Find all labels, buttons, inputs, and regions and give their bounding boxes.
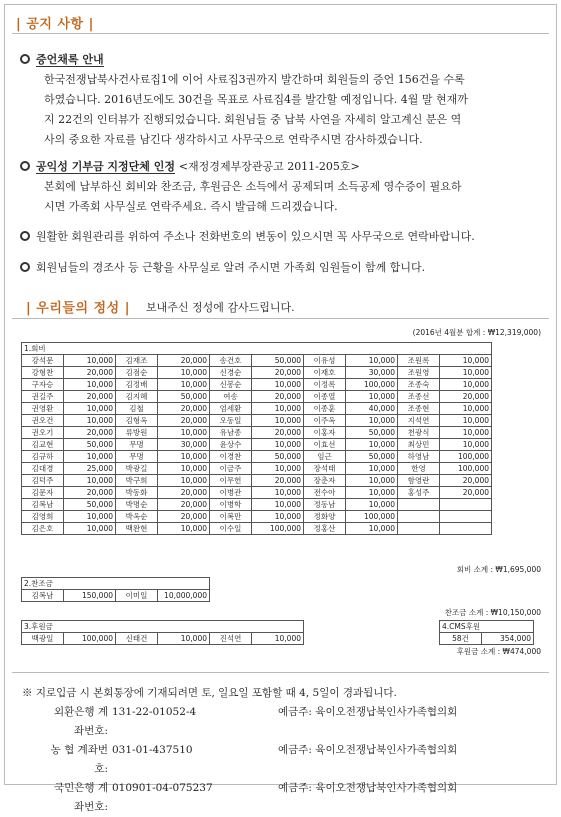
notice-line: 사의 중요한 자료를 남긴다 생각하시고 사무국으로 연락주시면 감사하겠습니다. xyxy=(44,133,423,146)
donor-name: 임근 xyxy=(304,451,346,463)
donor-name: 여송 xyxy=(210,391,252,403)
donation-amount: 10,000 xyxy=(440,439,492,451)
donor-name: 김덕주 xyxy=(22,475,64,487)
donor-name: 김영희 xyxy=(22,511,64,523)
table-row xyxy=(22,511,492,523)
notice-title: 증언채록 안내 xyxy=(36,53,104,66)
table-row xyxy=(22,590,210,602)
donor-name xyxy=(398,523,440,535)
notice-text: 원활한 회원관리를 위하여 주소나 전화번호의 변동이 있으시면 꼭 사무국으로 연락바랍니다. xyxy=(36,230,475,243)
donor-name: 이홍자 xyxy=(304,427,346,439)
divider xyxy=(12,318,549,319)
account-row xyxy=(22,703,457,741)
membership-subtotal: 회비 소계 : ₩1,695,000 xyxy=(456,565,541,574)
donor-name: 박옥순 xyxy=(116,511,158,523)
donor-name: 유남종 xyxy=(210,427,252,439)
circle-bullet-icon xyxy=(20,161,30,171)
donation-amount: 10,000 xyxy=(440,403,492,415)
bank-name: 국민은행 계좌번호: xyxy=(53,782,108,813)
divider xyxy=(12,672,549,673)
donor-name: 홍성주 xyxy=(398,487,440,499)
donor-name: 이금주 xyxy=(210,463,252,475)
notice-contact-change xyxy=(20,227,550,247)
donation-amount: 10,000 xyxy=(252,511,304,523)
donor-name: 정동남 xyxy=(304,499,346,511)
table-row xyxy=(22,523,492,535)
donor-name: 조종현 xyxy=(398,403,440,415)
donation-amount: 100,000 xyxy=(440,451,492,463)
donations-note: 보내주신 정성에 감사드립니다. xyxy=(146,301,295,314)
donor-name: 한영 xyxy=(398,463,440,475)
donation-amount: 40,000 xyxy=(346,403,398,415)
donor-name: 이종열 xyxy=(304,391,346,403)
donor-name: 무명 xyxy=(116,439,158,451)
table-label: 2.찬조금 xyxy=(22,578,210,590)
donation-amount: 10,000 xyxy=(346,355,398,367)
table-label: 1.회비 xyxy=(22,343,492,355)
donor-name: 엄세환 xyxy=(210,403,252,415)
notice-line: 본회에 납부하신 회비와 찬조금, 후원금은 소득에서 공제되며 소득공제 영수증이 필요하 xyxy=(44,180,462,193)
account-holder: 예금주: 육이오전쟁납북인사가족협의회 xyxy=(278,706,458,718)
donation-amount: 10,000 xyxy=(346,391,398,403)
donation-amount: 10,000 xyxy=(158,367,210,379)
membership-fee-table xyxy=(21,342,492,535)
donor-name: 최상민 xyxy=(398,439,440,451)
donation-amount: 10,000 xyxy=(252,379,304,391)
donation-amount: 20,000 xyxy=(252,475,304,487)
donor-name: 이미일 xyxy=(116,590,158,602)
donor-name: 김정배 xyxy=(116,379,158,391)
notice-line: 한국전쟁납북사건사료집1에 이어 사료집3권까지 발간하며 회원들의 증언 156건을 수록 xyxy=(44,73,465,86)
donation-amount: 20,000 xyxy=(252,367,304,379)
donation-amount: 100,000 xyxy=(252,523,304,535)
donation-amount: 50,000 xyxy=(346,451,398,463)
table-row xyxy=(22,633,304,645)
notices-heading: | 공지 사항 | xyxy=(16,17,94,32)
donation-amount: 10,000 xyxy=(252,499,304,511)
donation-amount: 20,000 xyxy=(64,427,116,439)
donor-name: 58건 xyxy=(440,633,482,645)
circle-bullet-icon xyxy=(20,54,30,64)
donation-amount: 10,000 xyxy=(252,439,304,451)
donor-name: 김교현 xyxy=(22,439,64,451)
donation-amount xyxy=(440,523,492,535)
donor-name: 김형옥 xyxy=(116,415,158,427)
donation-amount: 20,000 xyxy=(158,499,210,511)
donation-amount: 10,000 xyxy=(346,499,398,511)
donation-amount: 100,000 xyxy=(346,511,398,523)
donation-amount: 100,000 xyxy=(64,633,116,645)
notice-line: 하였습니다. 2016년도에도 30건을 목표로 사료집4를 발간할 예정입니다. 4월 말 현재까 xyxy=(44,93,468,106)
notice-oral-history xyxy=(20,50,550,150)
donor-name: 이재호 xyxy=(304,367,346,379)
donation-amount: 10,000 xyxy=(158,379,210,391)
footer xyxy=(22,684,457,817)
donor-name: 송건호 xyxy=(210,355,252,367)
donor-name: 김재조 xyxy=(116,355,158,367)
table-row xyxy=(22,475,492,487)
bank-name: 농 협 계좌번호: xyxy=(50,744,108,775)
donor-name: 이병관 xyxy=(210,487,252,499)
table-row xyxy=(22,415,492,427)
donation-amount xyxy=(440,511,492,523)
donation-amount: 10,000 xyxy=(252,403,304,415)
donation-amount: 100,000 xyxy=(440,463,492,475)
donor-name: 김점순 xyxy=(116,367,158,379)
donation-amount: 20,000 xyxy=(158,511,210,523)
donation-amount: 10,000 xyxy=(252,633,304,645)
monthly-total: (2016년 4월분 합계 : ₩12,319,000) xyxy=(412,328,541,337)
donor-name: 김철 xyxy=(116,403,158,415)
table-row xyxy=(22,427,492,439)
account-number: 031-01-437510 xyxy=(112,744,193,756)
donor-name: 이무헌 xyxy=(210,475,252,487)
table-row xyxy=(22,439,492,451)
notice-text: 회원님들의 경조사 등 근황을 사무실로 알려 주시면 가족회 임원들이 함께 합니다. xyxy=(36,261,426,274)
donor-name xyxy=(398,499,440,511)
donor-name: 이경찬 xyxy=(210,451,252,463)
donor-name: 김복남 xyxy=(22,499,64,511)
donation-amount: 10,000 xyxy=(64,355,116,367)
donation-amount: 50,000 xyxy=(64,439,116,451)
support-subtotal: 후원금 소계 : ₩474,000 xyxy=(456,647,541,656)
donor-name: 진석연 xyxy=(210,633,252,645)
donor-name: 박명순 xyxy=(116,499,158,511)
donor-name: 오동일 xyxy=(210,415,252,427)
donor-name: 권오기 xyxy=(22,427,64,439)
cms-support-table xyxy=(439,620,534,645)
donation-amount: 10,000 xyxy=(440,379,492,391)
account-number: 131-22-01052-4 xyxy=(112,706,197,718)
donation-amount xyxy=(440,499,492,511)
donor-name: 김복남 xyxy=(22,590,64,602)
donor-name: 김은호 xyxy=(22,523,64,535)
donation-amount: 20,000 xyxy=(158,403,210,415)
divider xyxy=(12,33,549,34)
donation-amount: 30,000 xyxy=(346,367,398,379)
account-row xyxy=(22,779,457,817)
donor-name: 권오건 xyxy=(22,415,64,427)
donation-amount: 20,000 xyxy=(158,355,210,367)
sponsorship-table xyxy=(21,577,210,602)
donation-amount: 10,000 xyxy=(158,475,210,487)
donation-amount: 150,000 xyxy=(64,590,116,602)
notice-line: 지 22건의 인터뷰가 진행되었습니다. 회원님들 중 납북 사연을 자세히 알고계신 분은 역 xyxy=(44,113,462,126)
donor-name: 백완현 xyxy=(116,523,158,535)
donor-name: 신봉순 xyxy=(210,379,252,391)
donation-amount: 20,000 xyxy=(440,391,492,403)
notice-title-suffix: <재정경제부장관공고 2011-205호> xyxy=(178,160,360,173)
donation-amount: 10,000,000 xyxy=(158,590,210,602)
donor-name: 김문자 xyxy=(22,487,64,499)
donor-name: 박동화 xyxy=(116,487,158,499)
donation-amount: 10,000 xyxy=(64,415,116,427)
account-number: 010901-04-075237 xyxy=(112,782,213,794)
donation-amount: 10,000 xyxy=(252,415,304,427)
donor-name: 박광길 xyxy=(116,463,158,475)
donor-name: 이효선 xyxy=(304,439,346,451)
donor-name: 이복만 xyxy=(210,511,252,523)
donation-amount: 20,000 xyxy=(64,487,116,499)
donation-amount: 10,000 xyxy=(64,475,116,487)
donation-amount: 50,000 xyxy=(158,391,210,403)
donor-name: 신태건 xyxy=(116,633,158,645)
donor-name: 무명 xyxy=(116,451,158,463)
donation-amount: 354,000 xyxy=(482,633,534,645)
table-row xyxy=(22,403,492,415)
donation-amount: 10,000 xyxy=(346,523,398,535)
donor-name: 이종훈 xyxy=(304,403,346,415)
donation-amount: 10,000 xyxy=(440,355,492,367)
donor-name: 조종선 xyxy=(398,391,440,403)
donor-name: 하영남 xyxy=(398,451,440,463)
table-row xyxy=(22,355,492,367)
donor-name: 조종숙 xyxy=(398,379,440,391)
sponsorship-subtotal: 찬조금 소계 : ₩10,150,000 xyxy=(444,608,541,617)
donation-amount: 10,000 xyxy=(440,415,492,427)
notice-line: 시면 가족회 사무실로 연락주세요. 즉시 발급해 드리겠습니다. xyxy=(44,200,338,213)
donor-name: 강형찬 xyxy=(22,367,64,379)
table-row xyxy=(22,379,492,391)
table-row xyxy=(440,633,534,645)
donation-amount: 10,000 xyxy=(64,379,116,391)
donor-name xyxy=(398,511,440,523)
support-table xyxy=(21,620,304,645)
donor-name: 윤상수 xyxy=(210,439,252,451)
donor-name: 장춘자 xyxy=(304,475,346,487)
donation-amount: 10,000 xyxy=(346,439,398,451)
donation-amount: 50,000 xyxy=(346,427,398,439)
table-label: 3.후원금 xyxy=(22,621,304,633)
table-row xyxy=(22,463,492,475)
donation-amount: 20,000 xyxy=(64,391,116,403)
donation-amount: 10,000 xyxy=(158,523,210,535)
notice-family-news xyxy=(20,258,550,278)
donor-name: 이유성 xyxy=(304,355,346,367)
donor-name: 천광식 xyxy=(398,427,440,439)
donation-amount: 10,000 xyxy=(252,487,304,499)
donor-name: 이주옥 xyxy=(304,415,346,427)
donation-amount: 10,000 xyxy=(440,367,492,379)
donation-amount: 25,000 xyxy=(64,463,116,475)
donation-amount: 10,000 xyxy=(346,415,398,427)
donor-name: 권영환 xyxy=(22,403,64,415)
donation-amount: 20,000 xyxy=(252,391,304,403)
table-label: 4.CMS후원 xyxy=(440,621,534,633)
notice-donation-deduction xyxy=(20,157,550,217)
circle-bullet-icon xyxy=(20,231,30,241)
footer-note: ※ 지로입금 시 본회통장에 기재되려면 토, 일요일 포함할 때 4, 5일이 경과됩니다. xyxy=(22,687,397,699)
donor-name: 박구희 xyxy=(116,475,158,487)
donation-amount: 10,000 xyxy=(64,451,116,463)
donor-name: 정홍산 xyxy=(304,523,346,535)
donor-name: 정화양 xyxy=(304,511,346,523)
donation-amount: 10,000 xyxy=(158,463,210,475)
donor-name: 지석연 xyxy=(398,415,440,427)
table-row xyxy=(22,391,492,403)
donation-amount: 20,000 xyxy=(158,487,210,499)
donation-amount: 10,000 xyxy=(252,463,304,475)
donation-amount: 10,000 xyxy=(346,475,398,487)
donation-amount: 100,000 xyxy=(346,379,398,391)
donation-amount: 50,000 xyxy=(64,499,116,511)
donor-name: 신경순 xyxy=(210,367,252,379)
donation-amount: 50,000 xyxy=(252,355,304,367)
donation-amount: 20,000 xyxy=(440,475,492,487)
account-row xyxy=(22,741,457,779)
donation-amount: 20,000 xyxy=(64,367,116,379)
donor-name: 강석문 xyxy=(22,355,64,367)
donor-name: 전수아 xyxy=(304,487,346,499)
donor-name: 장석태 xyxy=(304,463,346,475)
table-row xyxy=(22,367,492,379)
account-holder: 예금주: 육이오전쟁납북인사가족협의회 xyxy=(278,782,458,794)
donation-amount: 20,000 xyxy=(158,415,210,427)
donation-amount: 10,000 xyxy=(64,403,116,415)
donor-name: 권길주 xyxy=(22,391,64,403)
donor-name: 조원록 xyxy=(398,355,440,367)
donor-name: 이수일 xyxy=(210,523,252,535)
donations-heading: | 우리들의 정성 | xyxy=(26,301,130,316)
donor-name: 함영란 xyxy=(398,475,440,487)
donor-name: 김대경 xyxy=(22,463,64,475)
table-row xyxy=(22,487,492,499)
donation-amount: 20,000 xyxy=(252,427,304,439)
donation-amount: 10,000 xyxy=(440,427,492,439)
donation-amount: 50,000 xyxy=(252,451,304,463)
notice-title: 공익성 기부금 지정단체 인정 xyxy=(36,160,175,173)
donation-amount: 10,000 xyxy=(158,633,210,645)
donation-amount: 10,000 xyxy=(64,523,116,535)
donation-amount: 10,000 xyxy=(158,451,210,463)
donor-name: 류방원 xyxy=(116,427,158,439)
donor-name: 김규하 xyxy=(22,451,64,463)
donor-name: 백광일 xyxy=(22,633,64,645)
donor-name: 구자승 xyxy=(22,379,64,391)
donor-name: 조원영 xyxy=(398,367,440,379)
bank-name: 외환은행 계좌번호: xyxy=(53,706,108,737)
donor-name: 이병학 xyxy=(210,499,252,511)
table-row xyxy=(22,451,492,463)
circle-bullet-icon xyxy=(20,262,30,272)
donor-name: 이정록 xyxy=(304,379,346,391)
donation-amount: 20,000 xyxy=(440,487,492,499)
donation-amount: 10,000 xyxy=(346,487,398,499)
table-row xyxy=(22,499,492,511)
donation-amount: 10,000 xyxy=(346,463,398,475)
donation-amount: 10,000 xyxy=(64,511,116,523)
donation-amount: 10,000 xyxy=(158,427,210,439)
donor-name: 김지혜 xyxy=(116,391,158,403)
account-holder: 예금주: 육이오전쟁납북인사가족협의회 xyxy=(278,744,458,756)
donation-amount: 30,000 xyxy=(158,439,210,451)
